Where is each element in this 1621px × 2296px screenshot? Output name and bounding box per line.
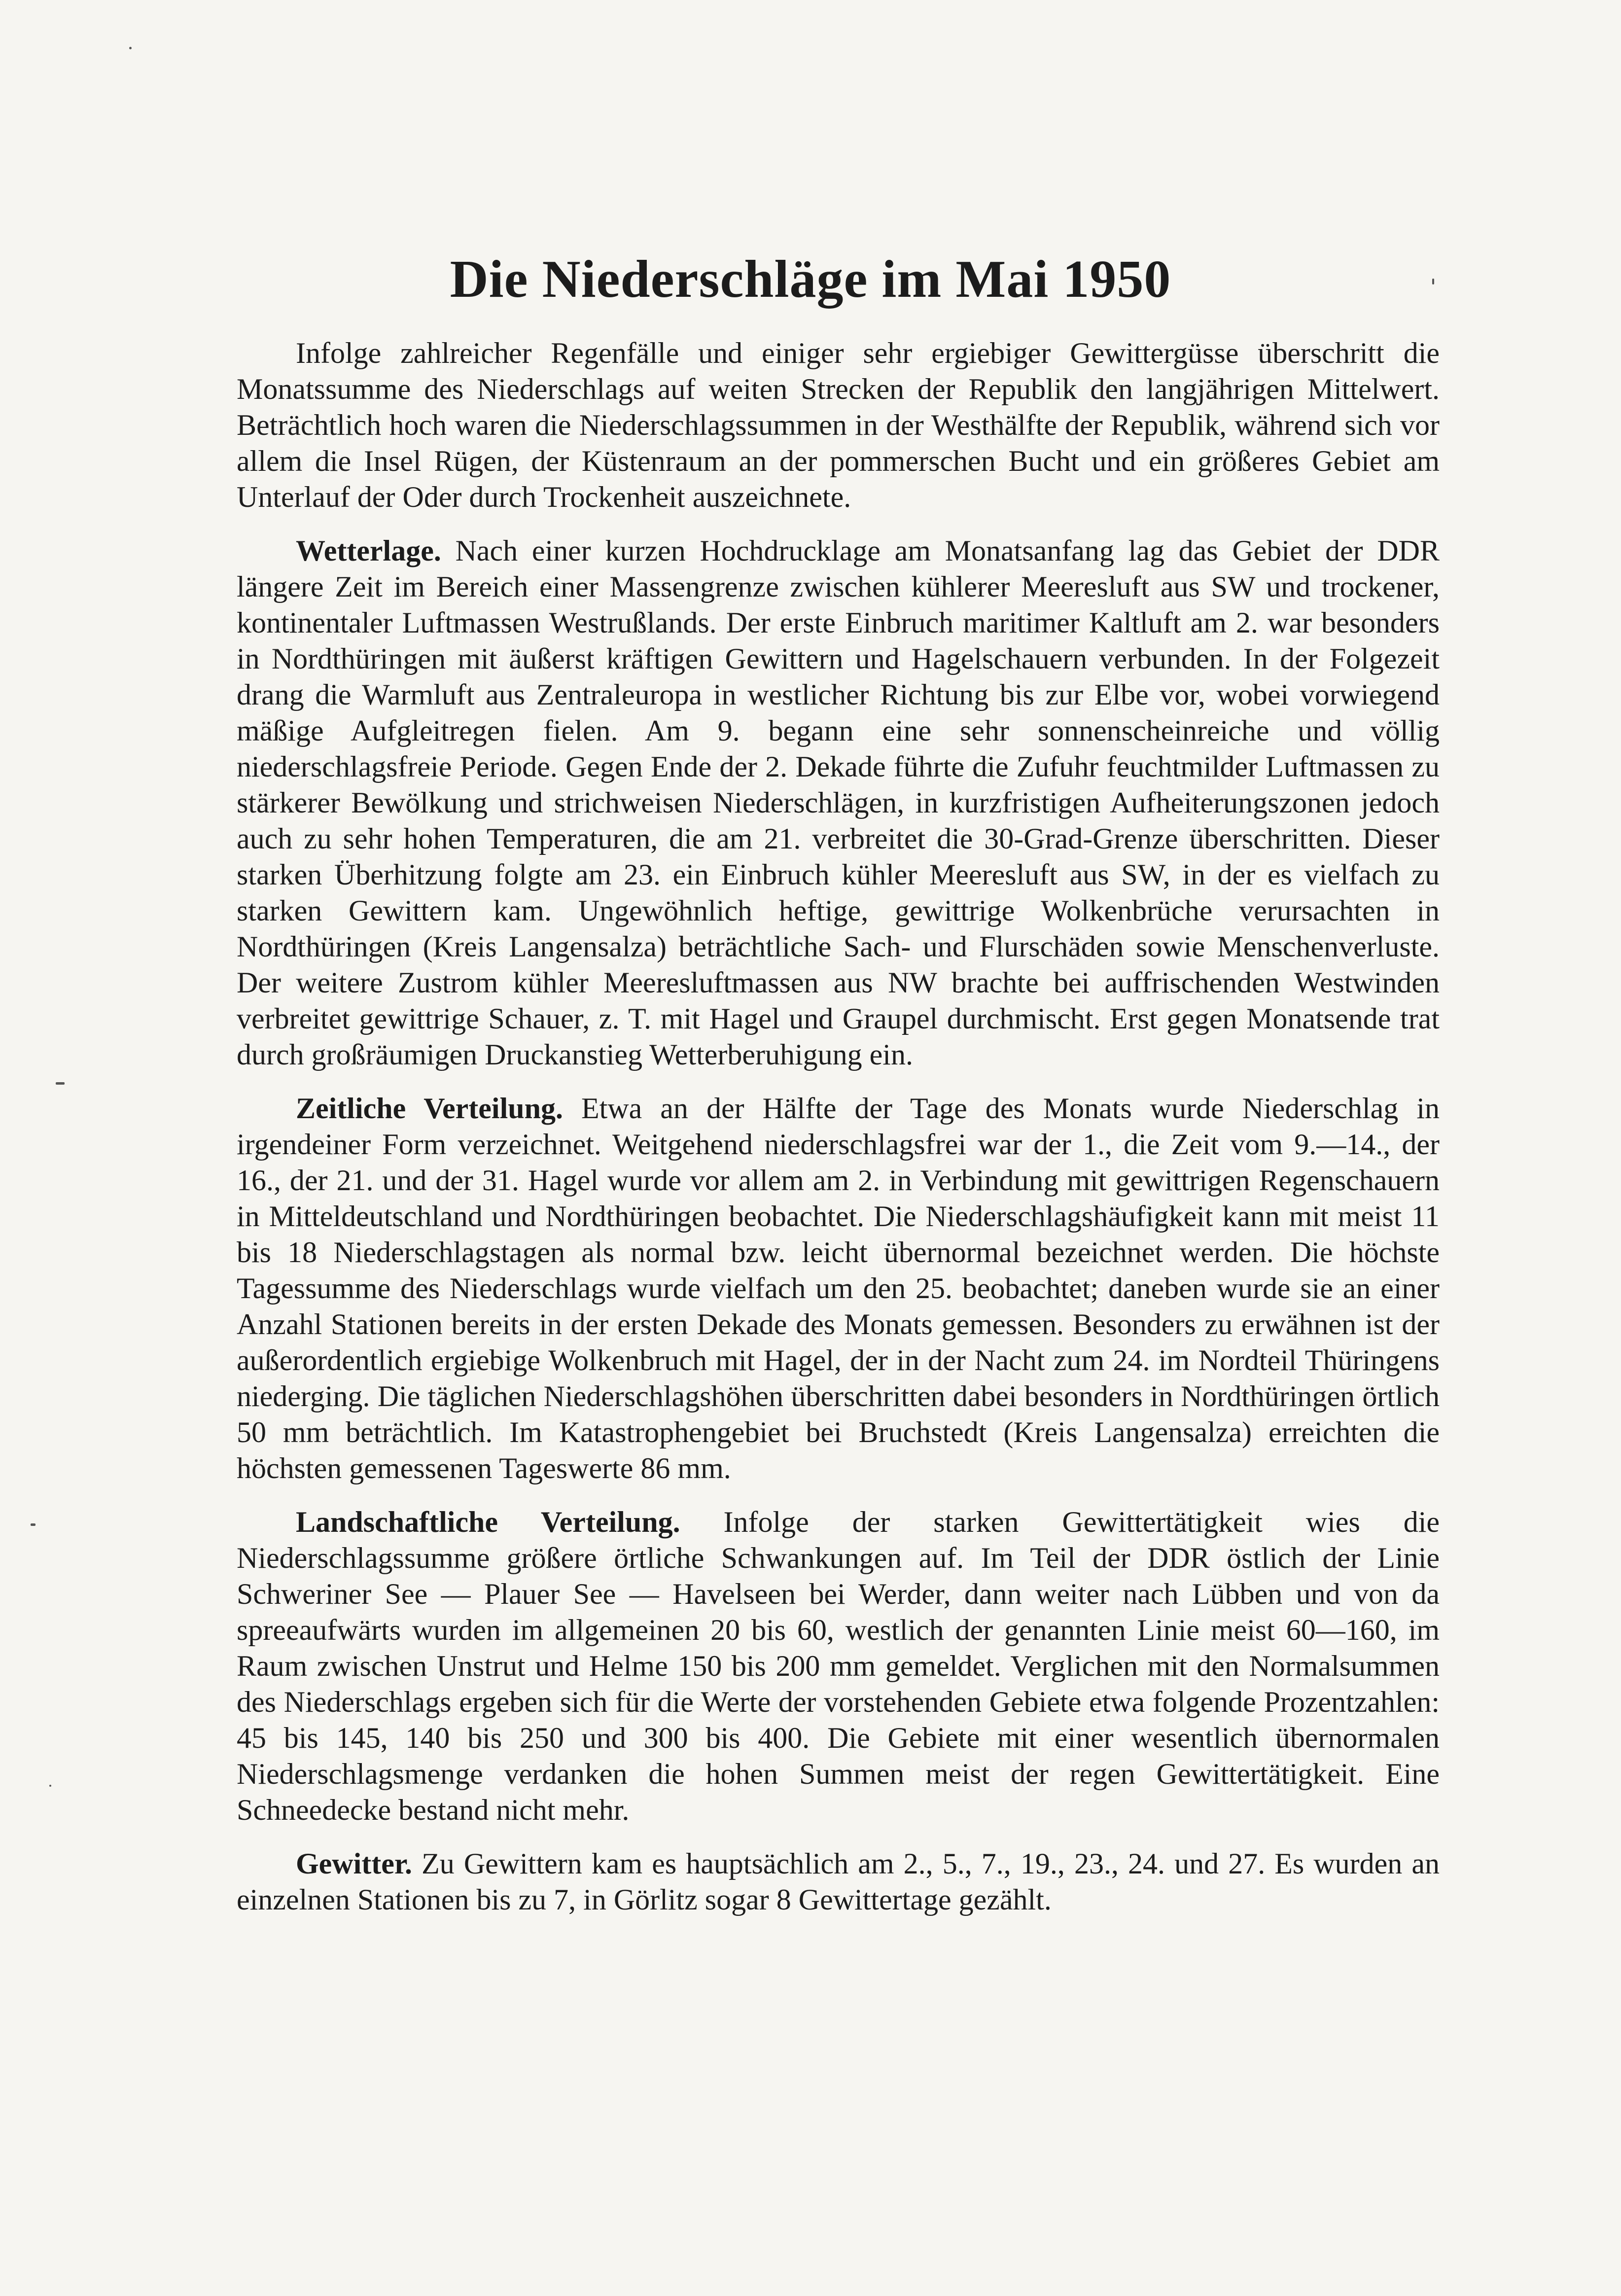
paragraph-text: Infolge der starken Gewittertätigkeit wies die Niederschlagssumme größere örtliche Schwankungen auf. Im Teil der DDR östlich der Linie Schweriner See — Plauer See — Havelseen bei Werder, dann weiter nach Lübben und von da spreeaufwärts wurden im allgemeinen 20 bis 60, westlich der genannten Linie meist 60—160, im Raum zwischen Unstrut und Helme 150 bis 200 mm gemeldet. Verglichen mit den Normalsummen des Niederschlags ergeben sich für die Werte der vorstehenden Gebiete etwa folgende Prozentzahlen: 45 bis 145, 140 bis 250 und 300 bis 400. Die Gebiete mit einer wesentlich übernormalen Niederschlagsmenge verdanken die hohen Summen meist der regen Gewittertätigkeit. Eine Schneedecke bestand nicht mehr. bbox=[237, 1506, 1440, 1826]
page-title: Die Niederschläge im Mai 1950 bbox=[450, 250, 1171, 309]
paragraph-text: Etwa an der Hälfte der Tage des Monats wurde Niederschlag in irgendeiner Form verzeichnet. Weitgehend niederschlagsfrei war der 1., die Zeit vom 9.—14., der 16., der 21. und der 31. Hagel wurde vor allem am 2. in Verbindung mit gewittrigen Regenschauern in Mitteldeutschland und Nordthüringen beobachtet. Die Niederschlagshäufigkeit kann mit meist 11 bis 18 Niederschlagstagen als normal bzw. leicht übernormal bezeichnet werden. Die höchste Tagessumme des Niederschlags wurde vielfach um den 25. beobachtet; daneben wurde sie an einer Anzahl Stationen bereits in der ersten Dekade des Monats gemessen. Besonders zu erwähnen ist der außerordentlich ergiebige Wolkenbruch mit Hagel, der in der Nacht zum 24. im Nordteil Thüringens niederging. Die täglichen Niederschlagshöhen überschritten dabei besonders in Nordthüringen örtlich 50 mm beträchtlich. Im Katastrophengebiet bei Bruchstedt (Kreis Langensalza) erreichten die höchsten gemessenen Tageswerte 86 mm. bbox=[237, 1092, 1440, 1484]
scan-speck bbox=[129, 47, 132, 49]
paragraph-text: Nach einer kurzen Hochdrucklage am Monatsanfang lag das Gebiet der DDR längere Zeit im Bereich einer Massengrenze zwischen kühlerer Meeresluft aus SW und trockener, kontinentaler Luftmassen Westrußlands. Der erste Einbruch maritimer Kaltluft am 2. war besonders in Nordthüringen mit äußerst kräftigen Gewittern und Hagelschauern verbunden. In der Folgezeit drang die Warmluft aus Zentraleuropa in westlicher Richtung bis zur Elbe vor, wobei vorwiegend mäßige Aufgleitregen fielen. Am 9. begann eine sehr sonnenscheinreiche und völlig niederschlagsfreie Periode. Gegen Ende der 2. Dekade führte die Zufuhr feuchtmilder Luftmassen zu stärkerer Bewölkung und strichweisen Niederschlägen, in kurzfristigen Aufheiterungszonen jedoch auch zu sehr hohen Temperaturen, die am 21. verbreitet die 30-Grad-Grenze überschritten. Dieser starken Überhitzung folgte am 23. ein Einbruch kühler Meeresluft aus SW, in der es vielfach zu starken Gewittern kam. Ungewöhnlich heftige, gewittrige Wolkenbrüche verursachten in Nordthüringen (Kreis Langensalza) beträchtliche Sach- und Flurschäden sowie Menschenverluste. Der weitere Zustrom kühler Meeresluftmassen aus NW brachte bei auffrischenden Westwinden verbreitet gewittrige Schauer, z. T. mit Hagel und Graupel durchmischt. Erst gegen Monatsende trat durch großräumigen Druckanstieg Wetterberuhigung ein. bbox=[237, 534, 1440, 1071]
paragraph-intro bbox=[237, 335, 1440, 515]
scan-speck bbox=[49, 1785, 51, 1787]
article-body bbox=[237, 335, 1440, 1936]
scan-speck bbox=[56, 1082, 65, 1085]
paragraph-zeitliche-verteilung bbox=[237, 1091, 1440, 1486]
scan-speck bbox=[31, 1523, 35, 1526]
paragraph-text: Zu Gewittern kam es hauptsächlich am 2., 5., 7., 19., 23., 24. und 27. Es wurden an einzelnen Stationen bis zu 7, in Görlitz sogar 8 Gewittertage gezählt. bbox=[237, 1847, 1440, 1916]
paragraph-landschaftliche-verteilung bbox=[237, 1504, 1440, 1828]
section-heading: Zeitliche Verteilung. bbox=[296, 1092, 581, 1125]
section-heading: Landschaftliche Verteilung. bbox=[296, 1506, 724, 1538]
section-heading: Wetterlage. bbox=[296, 534, 456, 567]
paragraph-text: Infolge zahlreicher Regenfälle und einiger sehr ergiebiger Gewittergüsse überschritt die Monatssumme des Niederschlags auf weiten Strecken der Republik den langjährigen Mittelwert. Beträchtlich hoch waren die Niederschlagssummen in der Westhälfte der Republik, während sich vor allem die Insel Rügen, der Küstenraum an der pommerschen Bucht und ein größeres Gebiet am Unterlauf der Oder durch Trockenheit auszeichnete. bbox=[237, 337, 1440, 513]
paragraph-gewitter bbox=[237, 1846, 1440, 1918]
section-heading: Gewitter. bbox=[296, 1847, 422, 1880]
scan-speck bbox=[1432, 279, 1434, 284]
paragraph-wetterlage bbox=[237, 533, 1440, 1073]
